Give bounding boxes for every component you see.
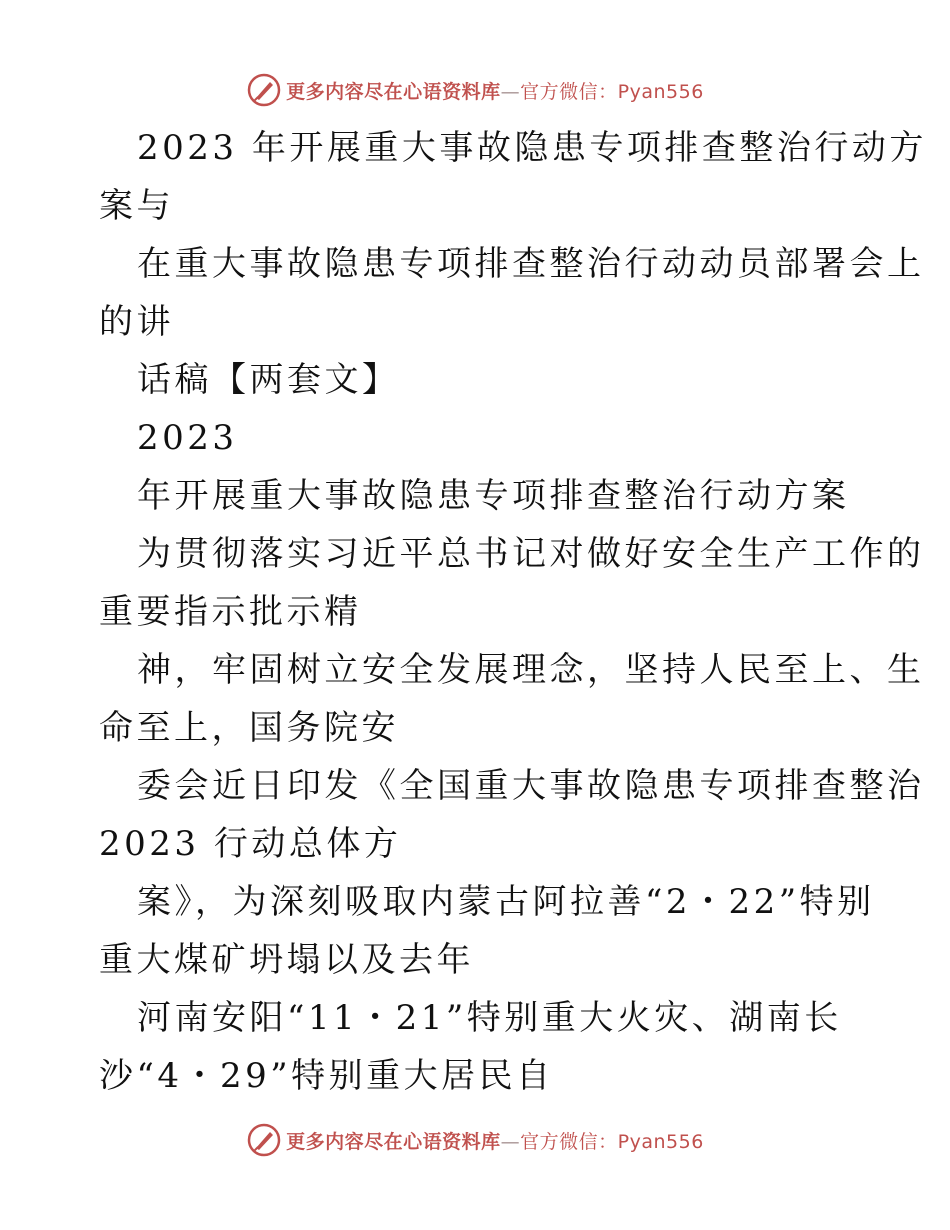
watermark-text — [286, 77, 704, 104]
watermark-main: 更多内容尽在心语资料库 — [286, 80, 501, 103]
text-line: 2023 年开展重大事故隐患专项排查整治行动方 — [137, 128, 927, 168]
watermark-contact: 官方微信：Pyan556 — [520, 80, 704, 103]
text-line: 2023 — [137, 418, 238, 458]
text-line: 年开展重大事故隐患专项排查整治行动方案 — [137, 476, 850, 516]
watermark-text — [286, 1127, 704, 1154]
text-line: 命至上，国务院安 — [99, 708, 399, 748]
text-line: 沙“4・29”特别重大居民自 — [99, 1056, 554, 1096]
watermark-separator: — — [500, 1130, 521, 1153]
text-line: 案》，为深刻吸取内蒙古阿拉善“2・22”特别 — [137, 882, 875, 922]
quill-pen-logo-icon — [246, 1122, 282, 1158]
text-line: 重大煤矿坍塌以及去年 — [99, 940, 474, 980]
quill-pen-logo-icon — [246, 72, 282, 108]
text-line: 的讲 — [99, 302, 174, 342]
text-line: 话稿【两套文】 — [137, 360, 400, 400]
watermark-main: 更多内容尽在心语资料库 — [286, 1130, 501, 1153]
watermark-separator: — — [500, 80, 521, 103]
text-line: 为贯彻落实习近平总书记对做好安全生产工作的 — [137, 534, 925, 574]
footer-watermark — [0, 1120, 950, 1160]
text-line: 神，牢固树立安全发展理念，坚持人民至上、生 — [137, 650, 925, 690]
header-watermark — [0, 70, 950, 110]
text-line: 2023 行动总体方 — [99, 824, 402, 864]
text-line: 重要指示批示精 — [99, 592, 362, 632]
text-line: 河南安阳“11・21”特别重大火灾、湖南长 — [137, 998, 842, 1038]
text-line: 案与 — [99, 186, 174, 226]
text-line: 在重大事故隐患专项排查整治行动动员部署会上 — [137, 244, 925, 284]
watermark-contact: 官方微信：Pyan556 — [520, 1130, 704, 1153]
text-line: 委会近日印发《全国重大事故隐患专项排查整治 — [137, 766, 925, 806]
